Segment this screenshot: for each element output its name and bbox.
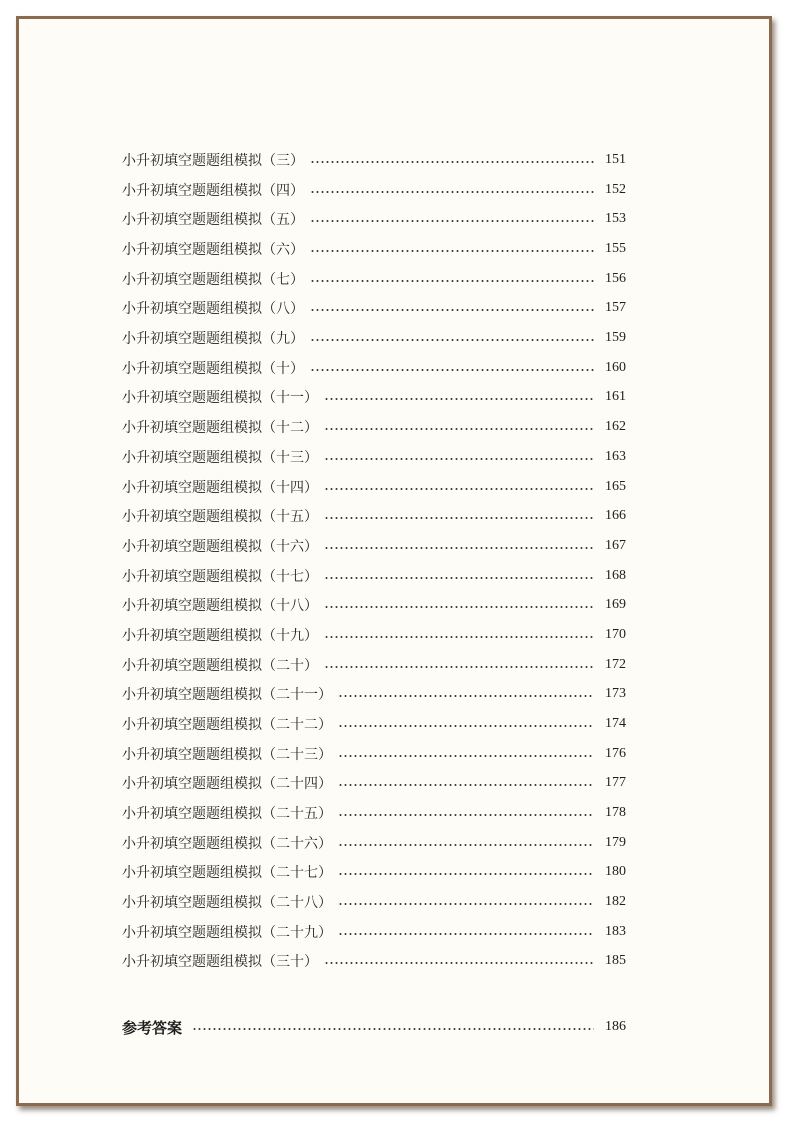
dot-leader	[324, 666, 594, 668]
toc-entry[interactable]	[122, 624, 626, 646]
dot-leader	[310, 369, 594, 371]
toc-entry[interactable]	[122, 446, 626, 468]
toc-entry-page-number: 161	[605, 389, 626, 405]
toc-entry-title: 小升初填空题题组模拟（二十六）	[122, 835, 332, 852]
toc-entry[interactable]	[122, 327, 626, 349]
toc-entry-title: 参考答案	[122, 1018, 183, 1037]
dot-leader	[338, 814, 594, 816]
toc-entry-page-number: 178	[605, 805, 626, 820]
toc-entry-answers[interactable]	[122, 1015, 626, 1039]
dot-leader	[324, 962, 594, 964]
toc-entry[interactable]	[122, 297, 626, 319]
toc-entry-title: 小升初填空题题组模拟（十九）	[122, 627, 318, 644]
dot-leader	[324, 636, 594, 638]
dot-leader	[324, 577, 594, 579]
toc-entry[interactable]	[122, 386, 626, 408]
toc-entry-page-number: 151	[605, 152, 626, 167]
toc-entry-page-number: 163	[605, 448, 626, 464]
toc-entry[interactable]	[122, 772, 626, 794]
toc-entry-page-number: 167	[605, 537, 626, 553]
toc-entry-title: 小升初填空题题组模拟（二十七）	[122, 865, 332, 882]
toc-entry-title: 小升初填空题题组模拟（十八）	[122, 598, 318, 615]
dot-leader	[324, 458, 594, 460]
dot-leader	[310, 220, 594, 222]
table-of-contents	[19, 19, 769, 1103]
toc-entry-title: 小升初填空题题组模拟（十七）	[122, 568, 318, 585]
dot-leader	[324, 428, 594, 430]
toc-entry-page-number: 174	[605, 715, 626, 731]
toc-entry[interactable]	[122, 594, 626, 616]
toc-entry[interactable]	[122, 832, 626, 854]
toc-entry-page-number: 159	[605, 330, 626, 346]
toc-entry[interactable]	[122, 891, 626, 913]
toc-entry-title: 小升初填空题题组模拟（十三）	[122, 449, 318, 466]
toc-entry[interactable]	[122, 149, 626, 171]
toc-entry-title: 小升初填空题题组模拟（二十四）	[122, 776, 332, 793]
toc-entry[interactable]	[122, 179, 626, 201]
book-page	[16, 16, 772, 1106]
toc-entry-title: 小升初填空题题组模拟（五）	[122, 212, 304, 229]
toc-entry-page-number: 155	[605, 241, 626, 256]
toc-entry-page-number: 183	[605, 923, 626, 939]
dot-leader	[310, 280, 594, 282]
toc-entry[interactable]	[122, 416, 626, 438]
toc-entry[interactable]	[122, 683, 626, 705]
toc-entry[interactable]	[122, 861, 626, 883]
toc-entry-title: 小升初填空题题组模拟（二十三）	[122, 746, 332, 763]
toc-entry-title: 小升初填空题题组模拟（二十九）	[122, 924, 332, 941]
dot-leader	[338, 725, 594, 727]
toc-entry-page-number: 176	[605, 745, 626, 761]
toc-entry-title: 小升初填空题题组模拟（二十八）	[122, 895, 332, 911]
dot-leader	[324, 398, 594, 400]
dot-leader	[310, 250, 594, 252]
toc-entry[interactable]	[122, 713, 626, 735]
toc-entry-page-number: 168	[605, 567, 626, 583]
toc-entry-title: 小升初填空题题组模拟（十四）	[122, 479, 318, 496]
toc-entry[interactable]	[122, 565, 626, 587]
toc-entry-page-number: 170	[605, 626, 626, 642]
toc-entry[interactable]	[122, 802, 626, 824]
toc-entry-title: 小升初填空题题组模拟（四）	[122, 182, 304, 199]
toc-entry-title: 小升初填空题题组模拟（七）	[122, 271, 304, 288]
toc-entry-title: 小升初填空题题组模拟（十一）	[122, 390, 318, 407]
toc-entry-title: 小升初填空题题组模拟（二十）	[122, 657, 318, 674]
dot-leader	[310, 191, 594, 193]
dot-leader	[338, 755, 594, 757]
toc-entry-title: 小升初填空题题组模拟（十六）	[122, 538, 318, 555]
toc-entry-page-number: 162	[605, 419, 626, 435]
toc-entry-page-number: 179	[605, 834, 626, 850]
toc-entry-title: 小升初填空题题组模拟（九）	[122, 331, 304, 348]
toc-entry-title: 小升初填空题题组模拟（三十）	[122, 954, 318, 971]
dot-leader	[310, 161, 594, 163]
toc-entry-page-number: 153	[605, 211, 626, 227]
toc-entry[interactable]	[122, 505, 626, 527]
toc-entry-title: 小升初填空题题组模拟（十五）	[122, 509, 318, 526]
toc-entry-page-number: 166	[605, 508, 626, 524]
toc-entry-page-number: 157	[605, 300, 626, 316]
toc-entry-title: 小升初填空题题组模拟（二十五）	[122, 806, 332, 822]
toc-entry[interactable]	[122, 743, 626, 765]
dot-leader	[310, 309, 594, 311]
toc-entry-title: 小升初填空题题组模拟（六）	[122, 242, 304, 258]
toc-entry-page-number: 185	[605, 953, 626, 969]
dot-leader	[338, 903, 594, 905]
dot-leader	[192, 1028, 594, 1030]
toc-entry-page-number: 169	[605, 597, 626, 613]
toc-entry[interactable]	[122, 654, 626, 676]
dot-leader	[338, 695, 594, 697]
toc-entry-page-number: 180	[605, 864, 626, 880]
toc-entry[interactable]	[122, 268, 626, 290]
toc-entry[interactable]	[122, 921, 626, 943]
toc-entry-title: 小升初填空题题组模拟（十二）	[122, 420, 318, 437]
dot-leader	[338, 844, 594, 846]
toc-entry-title: 小升初填空题题组模拟（二十一）	[122, 687, 332, 704]
toc-entry-page-number: 182	[605, 894, 626, 909]
toc-entry[interactable]	[122, 208, 626, 230]
dot-leader	[324, 488, 594, 490]
toc-entry[interactable]	[122, 238, 626, 260]
dot-leader	[324, 547, 594, 549]
dot-leader	[338, 933, 594, 935]
toc-entry-page-number: 186	[605, 1019, 626, 1034]
dot-leader	[310, 339, 594, 341]
toc-entry-page-number: 172	[605, 656, 626, 672]
toc-entry-title: 小升初填空题题组模拟（二十二）	[122, 716, 332, 733]
toc-entry[interactable]	[122, 950, 626, 972]
dot-leader	[324, 517, 594, 519]
toc-entry-page-number: 177	[605, 775, 626, 791]
toc-entry-page-number: 165	[605, 478, 626, 494]
toc-entry-title: 小升初填空题题组模拟（八）	[122, 301, 304, 318]
toc-entry[interactable]	[122, 357, 626, 379]
toc-entry-page-number: 156	[605, 270, 626, 286]
toc-entry[interactable]	[122, 535, 626, 557]
dot-leader	[338, 784, 594, 786]
dot-leader	[324, 606, 594, 608]
toc-entry-page-number: 173	[605, 686, 626, 702]
toc-entry-page-number: 160	[605, 359, 626, 375]
toc-entry[interactable]	[122, 476, 626, 498]
toc-entry-title: 小升初填空题题组模拟（十）	[122, 360, 304, 377]
toc-entry-page-number: 152	[605, 181, 626, 197]
toc-entry-title: 小升初填空题题组模拟（三）	[122, 153, 304, 169]
dot-leader	[338, 873, 594, 875]
